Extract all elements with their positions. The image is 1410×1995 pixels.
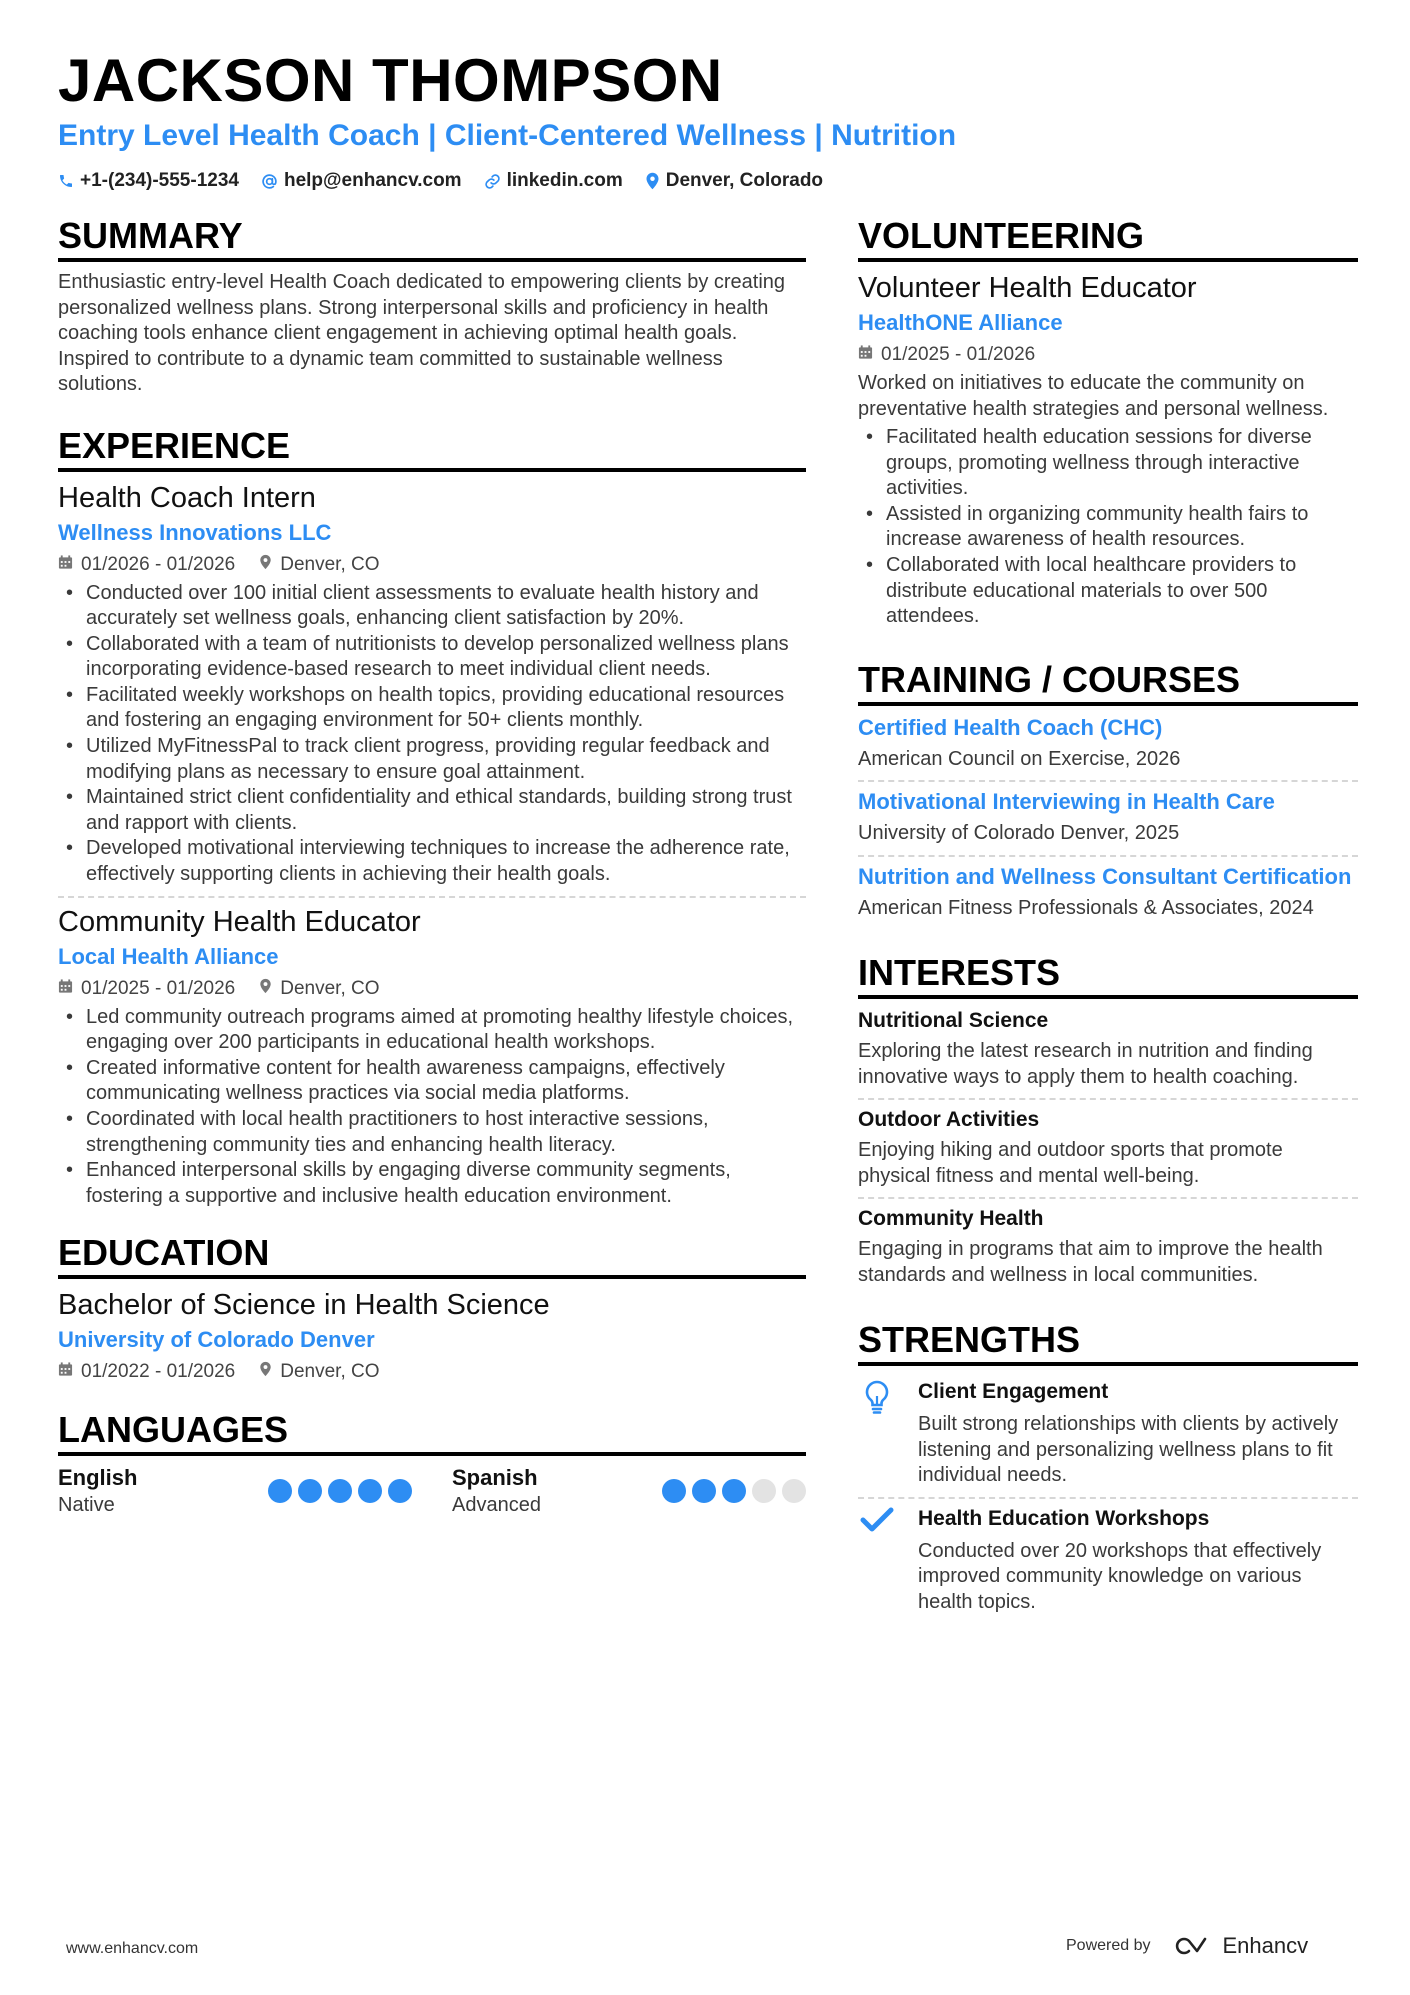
job-title: Community Health Educator — [58, 905, 421, 938]
job-bullets — [58, 1005, 806, 1210]
location-pin-icon — [259, 975, 272, 1003]
course-item — [858, 788, 1358, 847]
brand-name: Enhancv — [1222, 1933, 1309, 1958]
languages-list — [58, 1464, 806, 1518]
entry-divider — [58, 896, 806, 898]
languages-heading: LANGUAGES — [58, 1408, 806, 1456]
contact-location — [645, 167, 823, 195]
company-name: Wellness Innovations LLC — [58, 519, 332, 545]
training-section — [858, 658, 1358, 922]
language-level: Native — [58, 1494, 115, 1517]
language-name: Spanish — [452, 1465, 538, 1491]
interest-item — [858, 1205, 1358, 1288]
strength-description: Built strong relationships with clients by actively listening and personalizing wellness plans to fit individual needs. — [918, 1413, 1339, 1487]
footer-branding — [1066, 1933, 1308, 1959]
interests-heading: INTERESTS — [858, 951, 1358, 999]
candidate-name: JACKSON THOMPSON — [58, 47, 723, 114]
course-institution: American Fitness Professionals & Associates, 2024 — [858, 896, 1314, 919]
calendar-icon — [58, 975, 73, 1003]
volunteering-section — [858, 214, 1358, 630]
location-pin-icon — [645, 172, 660, 190]
job-location: Denver, CO — [259, 551, 379, 579]
course-name: Certified Health Coach (CHC) — [858, 714, 1163, 740]
language-item — [452, 1464, 806, 1518]
summary-text: Enthusiastic entry-level Health Coach dedicated to empowering clients by creating personalized wellness plans. Strong interpersonal skills and proficiency in health coaching tools enhance client engagement in achieving optimal health goals. Inspired to contribute to a dynamic team committed to sustainable wellness solutions. — [58, 271, 786, 395]
entry-divider — [858, 1098, 1358, 1100]
job-location: Denver, CO — [259, 975, 379, 1003]
job-dates: 01/2025 - 01/2026 — [58, 975, 235, 1003]
rating-dot-empty — [752, 1479, 776, 1503]
education-section — [58, 1231, 806, 1386]
list-item: • Created informative content for health awareness campaigns, effectively communicating wellness practices via social media platforms. — [58, 1056, 806, 1107]
entry-divider — [858, 855, 1358, 857]
location-pin-icon — [259, 551, 272, 579]
strength-description: Conducted over 20 workshops that effectively improved community knowledge on various health topics. — [918, 1539, 1322, 1613]
education-location: Denver, CO — [259, 1358, 379, 1386]
volunteer-org: HealthONE Alliance — [858, 310, 1063, 335]
languages-section — [58, 1408, 806, 1518]
summary-section — [58, 214, 806, 398]
footer-website[interactable]: www.enhancv.com — [66, 1940, 199, 1957]
powered-by-label: Powered by — [1066, 1937, 1151, 1954]
enhancv-logo[interactable] — [1171, 1933, 1309, 1959]
list-item: • Maintained strict client confidentiality and ethical standards, building strong trust and rapport with clients. — [58, 785, 806, 836]
language-name: English — [58, 1465, 138, 1491]
experience-entry — [58, 904, 806, 1210]
education-dates: 01/2022 - 01/2026 — [58, 1358, 235, 1386]
list-item: • Assisted in organizing community health fairs to increase awareness of health resources. — [858, 502, 1358, 553]
rating-dot-filled — [662, 1479, 686, 1503]
link-icon — [484, 173, 501, 190]
lightbulb-icon — [858, 1378, 896, 1489]
left-column — [58, 214, 806, 1544]
phone-icon — [58, 173, 74, 189]
training-heading: TRAINING / COURSES — [858, 658, 1358, 706]
strength-item — [858, 1378, 1358, 1489]
job-meta — [58, 551, 806, 579]
list-item: • Facilitated health education sessions for diverse groups, promoting wellness through interactive activities. — [858, 425, 1358, 502]
interests-section — [858, 951, 1358, 1288]
enhancv-logo-icon — [1171, 1935, 1215, 1957]
contact-bar — [58, 167, 823, 195]
location-pin-icon — [259, 1358, 272, 1386]
language-level: Advanced — [452, 1494, 541, 1517]
experience-section — [58, 424, 806, 1210]
rating-dot-filled — [722, 1479, 746, 1503]
location-text: Denver, Colorado — [665, 170, 824, 191]
job-meta — [58, 975, 806, 1003]
education-heading: EDUCATION — [58, 1231, 806, 1279]
volunteer-meta — [858, 341, 1358, 369]
volunteer-dates: 01/2025 - 01/2026 — [858, 341, 1035, 369]
strength-item — [858, 1505, 1358, 1616]
interest-name: Outdoor Activities — [858, 1108, 1040, 1132]
summary-heading: SUMMARY — [58, 214, 806, 262]
language-rating — [662, 1479, 806, 1503]
calendar-icon — [58, 1358, 73, 1386]
calendar-icon — [858, 341, 873, 369]
strength-name: Client Engagement — [918, 1380, 1109, 1404]
course-institution: American Council on Exercise, 2026 — [858, 747, 1181, 770]
course-name: Nutrition and Wellness Consultant Certification — [858, 863, 1352, 889]
rating-dot-filled — [388, 1479, 412, 1503]
contact-linkedin[interactable] — [484, 167, 623, 195]
interest-item — [858, 1007, 1358, 1090]
list-item: • Facilitated weekly workshops on health topics, providing educational resources and fostering an engaging environment for 50+ clients monthly. — [58, 683, 806, 734]
interest-name: Community Health — [858, 1207, 1044, 1231]
job-bullets — [58, 581, 806, 888]
interest-description: Engaging in programs that aim to improve the health standards and wellness in local communities. — [858, 1238, 1323, 1286]
rating-dot-filled — [692, 1479, 716, 1503]
candidate-headline: Entry Level Health Coach | Client-Centered Wellness | Nutrition — [58, 119, 957, 152]
rating-dot-filled — [328, 1479, 352, 1503]
language-item — [58, 1464, 412, 1518]
list-item: • Collaborated with a team of nutritionists to develop personalized wellness plans incorporating evidence-based research to meet individual client needs. — [58, 632, 806, 683]
interest-name: Nutritional Science — [858, 1009, 1049, 1033]
list-item: • Conducted over 100 initial client assessments to evaluate health history and accurately set wellness goals, enhancing client satisfaction by 20%. — [58, 581, 806, 632]
volunteer-description: Worked on initiatives to educate the community on preventative health strategies and personal wellness. — [858, 372, 1329, 420]
list-item: • Led community outreach programs aimed at promoting healthy lifestyle choices, engaging over 200 participants in educational health workshops. — [58, 1005, 806, 1056]
school-name: University of Colorado Denver — [58, 1327, 375, 1353]
contact-email[interactable] — [261, 167, 462, 195]
strengths-heading: STRENGTHS — [858, 1318, 1358, 1366]
strengths-section — [858, 1318, 1358, 1615]
list-item: • Enhanced interpersonal skills by engaging diverse community segments, fostering a supportive and inclusive health education environment. — [58, 1158, 806, 1209]
list-item: • Developed motivational interviewing techniques to increase the adherence rate, effectively supporting clients in achieving their health goals. — [58, 836, 806, 887]
job-title: Health Coach Intern — [58, 481, 316, 514]
job-dates: 01/2026 - 01/2026 — [58, 551, 235, 579]
degree-title: Bachelor of Science in Health Science — [58, 1289, 550, 1322]
calendar-icon — [58, 551, 73, 579]
phone-text: +1-(234)-555-1234 — [80, 170, 239, 191]
course-name: Motivational Interviewing in Health Care — [858, 789, 1275, 815]
education-meta — [58, 1358, 806, 1386]
volunteer-bullets — [858, 425, 1358, 630]
strength-name: Health Education Workshops — [918, 1506, 1210, 1530]
list-item: • Utilized MyFitnessPal to track client progress, providing regular feedback and modifying plans as necessary to ensure goal attainment. — [58, 734, 806, 785]
volunteer-role: Volunteer Health Educator — [858, 272, 1197, 304]
company-name: Local Health Alliance — [58, 943, 279, 969]
right-column — [858, 214, 1358, 1641]
checkmark-icon — [858, 1505, 896, 1616]
entry-divider — [858, 1197, 1358, 1199]
experience-entry — [58, 480, 806, 888]
at-icon — [261, 173, 278, 190]
rating-dot-filled — [358, 1479, 382, 1503]
rating-dot-filled — [268, 1479, 292, 1503]
volunteering-heading: VOLUNTEERING — [858, 214, 1358, 262]
list-item: • Collaborated with local healthcare providers to distribute educational materials to over 500 attendees. — [858, 553, 1358, 630]
list-item: • Coordinated with local health practitioners to host interactive sessions, strengthening community ties and enhancing health literacy. — [58, 1107, 806, 1158]
entry-divider — [858, 780, 1358, 782]
interest-description: Enjoying hiking and outdoor sports that promote physical fitness and mental well-being. — [858, 1139, 1283, 1187]
language-rating — [268, 1479, 412, 1503]
rating-dot-filled — [298, 1479, 322, 1503]
course-institution: University of Colorado Denver, 2025 — [858, 822, 1180, 845]
email-text: help@enhancv.com — [283, 170, 462, 191]
entry-divider — [858, 1497, 1358, 1499]
experience-heading: EXPERIENCE — [58, 424, 806, 472]
course-item — [858, 714, 1358, 773]
rating-dot-empty — [782, 1479, 806, 1503]
linkedin-text: linkedin.com — [506, 170, 623, 191]
contact-phone[interactable] — [58, 167, 239, 195]
interest-item — [858, 1106, 1358, 1189]
course-item — [858, 863, 1358, 922]
interest-description: Exploring the latest research in nutrition and finding innovative ways to apply them to health coaching. — [858, 1040, 1313, 1088]
